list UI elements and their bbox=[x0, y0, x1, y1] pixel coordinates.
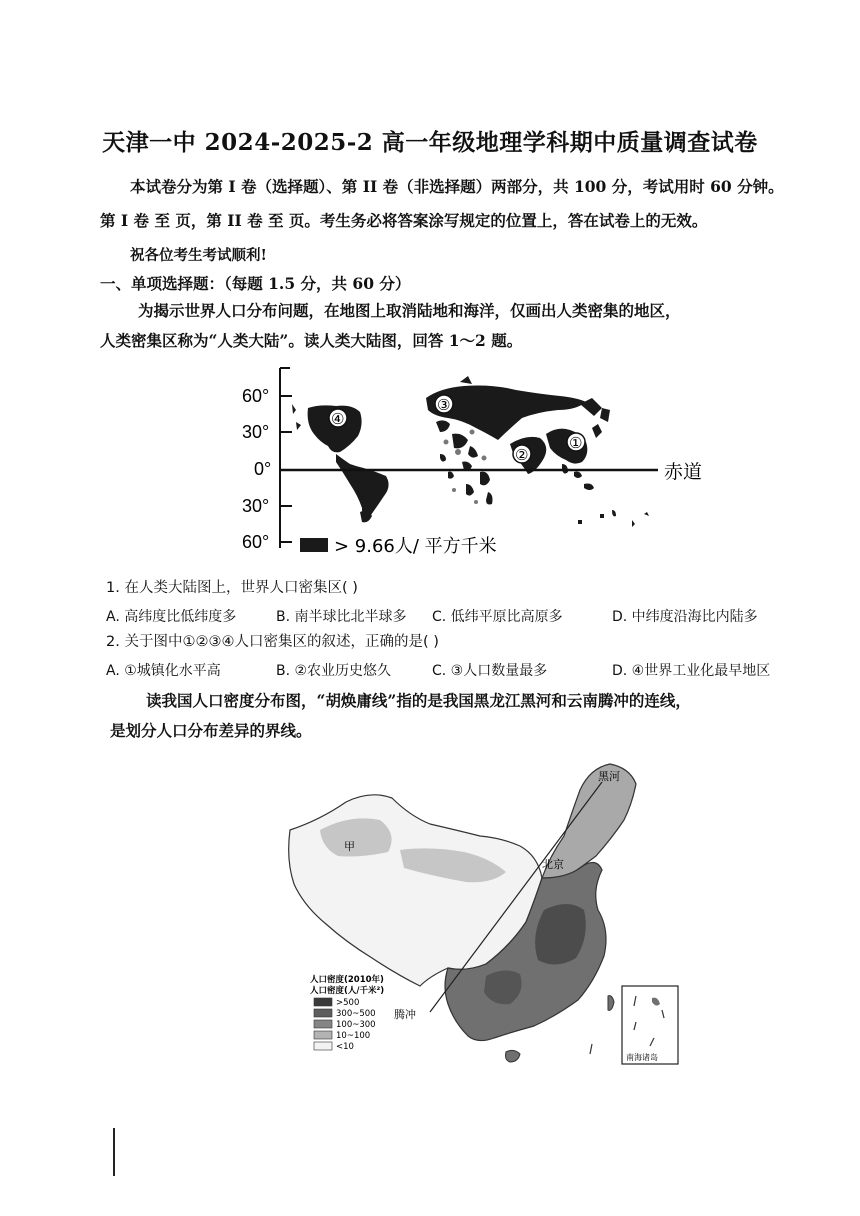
legend-swatch-2 bbox=[314, 1009, 332, 1017]
legend-title-2: 人口密度(人/千米²) bbox=[310, 986, 385, 996]
label-heihe: 黑河 bbox=[598, 770, 620, 783]
legend-item-3: 100~300 bbox=[336, 1020, 376, 1030]
lat-label-30n: 30° bbox=[242, 422, 270, 442]
label-beijing: 北京 bbox=[542, 858, 564, 871]
label-jia: 甲 bbox=[344, 840, 355, 853]
intro-line-1: 本试卷分为第 I 卷（选择题）、第 II 卷（非选择题）两部分，共 100 分，考试用时 60 分钟。 bbox=[130, 177, 784, 196]
question-1-option-a[interactable]: A. 高纬度比低纬度多 bbox=[106, 609, 237, 625]
legend-swatch-5 bbox=[314, 1042, 332, 1050]
region-label-2: ② bbox=[515, 446, 529, 464]
question-2-option-a[interactable]: A. ①城镇化水平高 bbox=[106, 663, 221, 679]
question-1-option-c[interactable]: C. 低纬平原比高原多 bbox=[432, 609, 563, 625]
legend-swatch-3 bbox=[314, 1020, 332, 1028]
region-label-1: ① bbox=[569, 434, 583, 452]
section-heading: 一、单项选择题：（每题 1.5 分，共 60 分） bbox=[100, 274, 411, 293]
lat-label-60s: 60° bbox=[242, 532, 270, 552]
legend-item-2: 300~500 bbox=[336, 1009, 376, 1019]
intro-line-2: 第 I 卷 至 页，第 II 卷 至 页。考生务必将答案涂写规定的位置上，答在试卷上的无效。 bbox=[100, 211, 708, 230]
legend-swatch-1 bbox=[314, 998, 332, 1006]
legend-swatch-4 bbox=[314, 1031, 332, 1039]
human-continent-map bbox=[240, 362, 720, 562]
china-population-density-map bbox=[280, 760, 700, 1070]
passage-1-line-1: 为揭示世界人口分布问题，在地图上取消陆地和海洋，仅画出人类密集的地区， bbox=[138, 301, 681, 320]
question-2-stem: 2. 关于图中①②③④人口密集区的叙述，正确的是( ) bbox=[106, 634, 439, 650]
passage-2-line-2: 是划分人口分布差异的界线。 bbox=[110, 721, 312, 740]
wish-text: 祝各位考生考试顺利! bbox=[130, 247, 267, 264]
label-tengchong: 腾冲 bbox=[394, 1008, 416, 1021]
question-2-option-d[interactable]: D. ④世界工业化最早地区 bbox=[612, 663, 771, 679]
equator-label: 赤道 bbox=[664, 461, 703, 483]
legend-title-1: 人口密度(2010年) bbox=[310, 975, 384, 985]
lat-label-60n: 60° bbox=[242, 386, 270, 406]
exam-title: 天津一中 2024-2025-2 高一年级地理学科期中质量调查试卷 bbox=[102, 129, 758, 156]
lat-label-0: 0° bbox=[254, 459, 272, 479]
legend-item-5: <10 bbox=[336, 1042, 354, 1052]
question-1-option-b[interactable]: B. 南半球比北半球多 bbox=[276, 609, 407, 625]
legend-item-1: >500 bbox=[336, 998, 360, 1008]
lat-label-30s: 30° bbox=[242, 496, 270, 516]
legend-item-4: 10~100 bbox=[336, 1031, 371, 1041]
binding-margin-line bbox=[113, 1128, 115, 1176]
region-label-4: ④ bbox=[331, 410, 345, 428]
legend-swatch bbox=[300, 538, 328, 552]
legend-text: > 9.66人/ 平方千米 bbox=[334, 536, 497, 557]
passage-2-line-1: 读我国人口密度分布图，“胡焕庸线”指的是我国黑龙江黑河和云南腾冲的连线， bbox=[146, 691, 691, 710]
question-2-option-b[interactable]: B. ②农业历史悠久 bbox=[276, 663, 392, 679]
question-1-option-d[interactable]: D. 中纬度沿海比内陆多 bbox=[612, 609, 758, 625]
inset-label: 南海诸岛 bbox=[626, 1053, 658, 1062]
region-label-3: ③ bbox=[437, 396, 451, 414]
question-1-stem: 1. 在人类大陆图上，世界人口密集区( ) bbox=[106, 580, 358, 596]
question-2-option-c[interactable]: C. ③人口数量最多 bbox=[432, 663, 548, 679]
passage-1-line-2: 人类密集区称为“人类大陆”。读人类大陆图，回答 1～2 题。 bbox=[100, 331, 523, 350]
